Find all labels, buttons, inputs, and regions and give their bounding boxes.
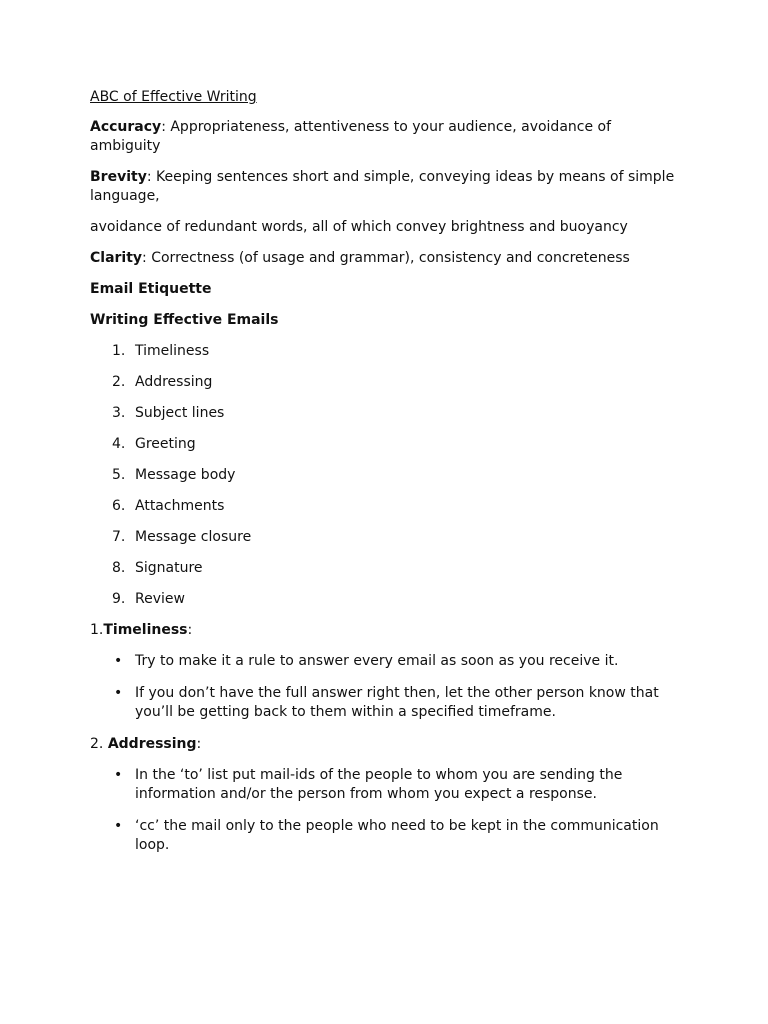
list-item-number: 2. [112,374,126,390]
list-item [90,404,680,423]
bullet-icon: • [114,653,123,669]
list-item [90,435,680,454]
bullet-icon: • [114,767,123,783]
list-item-number: 7. [112,529,126,545]
brevity-text: : Keeping sentences short and simple, conveying ideas by means of simple language, [90,169,675,204]
document-title: ABC of Effective Writing [90,89,257,105]
bullet-item [90,817,680,855]
clarity-paragraph [90,249,680,268]
bullet-text: Try to make it a rule to answer every email as soon as you receive it. [135,653,619,669]
bullet-item [90,652,680,671]
accuracy-term: Accuracy [90,119,162,135]
section-number: 1. [90,622,104,638]
clarity-term: Clarity [90,250,143,266]
list-item [90,497,680,516]
section-colon: : [196,736,202,752]
document-page [90,88,680,868]
addressing-section-heading [90,735,680,754]
list-item-label: Message body [135,467,236,483]
list-item-label: Greeting [135,436,196,452]
bullet-item [90,766,680,804]
clarity-text: : Correctness (of usage and grammar), consistency and concreteness [142,250,630,266]
bullet-text: ‘cc’ the mail only to the people who need to be kept in the communication loop. [135,818,659,853]
list-item-number: 9. [112,591,126,607]
list-item [90,466,680,485]
list-item-number: 6. [112,498,126,514]
email-etiquette-heading: Email Etiquette [90,281,212,297]
list-item-label: Timeliness [135,343,210,359]
list-item [90,559,680,578]
list-item-label: Attachments [135,498,225,514]
list-item-label: Signature [135,560,203,576]
timeliness-section-heading [90,621,680,640]
section-colon: : [187,622,193,638]
bullet-text: In the ‘to’ list put mail-ids of the people to whom you are sending the information and/or the person from whom you expect a response. [135,767,623,802]
list-item-number: 1. [112,343,126,359]
section-title: Timeliness [103,622,188,638]
writing-effective-emails-heading: Writing Effective Emails [90,312,279,328]
list-item-number: 8. [112,560,126,576]
list-item-label: Subject lines [135,405,225,421]
list-item-label: Addressing [135,374,213,390]
brevity-continuation: avoidance of redundant words, all of which convey brightness and buoyancy [90,219,628,235]
list-item-number: 5. [112,467,126,483]
list-item-label: Review [135,591,185,607]
steps-list [90,342,680,609]
list-item-label: Message closure [135,529,252,545]
bullet-item [90,684,680,722]
accuracy-paragraph [90,118,680,156]
bullet-icon: • [114,818,123,834]
section-number: 2. [90,736,108,752]
section-title: Addressing [107,736,197,752]
list-item-number: 3. [112,405,126,421]
addressing-bullets [90,766,680,855]
brevity-term: Brevity [90,169,147,185]
bullet-text: If you don’t have the full answer right then, let the other person know that you’ll be getting back to them within a specified timeframe. [135,685,659,720]
list-item [90,373,680,392]
timeliness-bullets [90,652,680,722]
brevity-paragraph [90,168,680,206]
bullet-icon: • [114,685,123,701]
list-item [90,342,680,361]
list-item-number: 4. [112,436,126,452]
list-item [90,528,680,547]
accuracy-text: : Appropriateness, attentiveness to your audience, avoidance of ambiguity [90,119,612,154]
list-item [90,590,680,609]
